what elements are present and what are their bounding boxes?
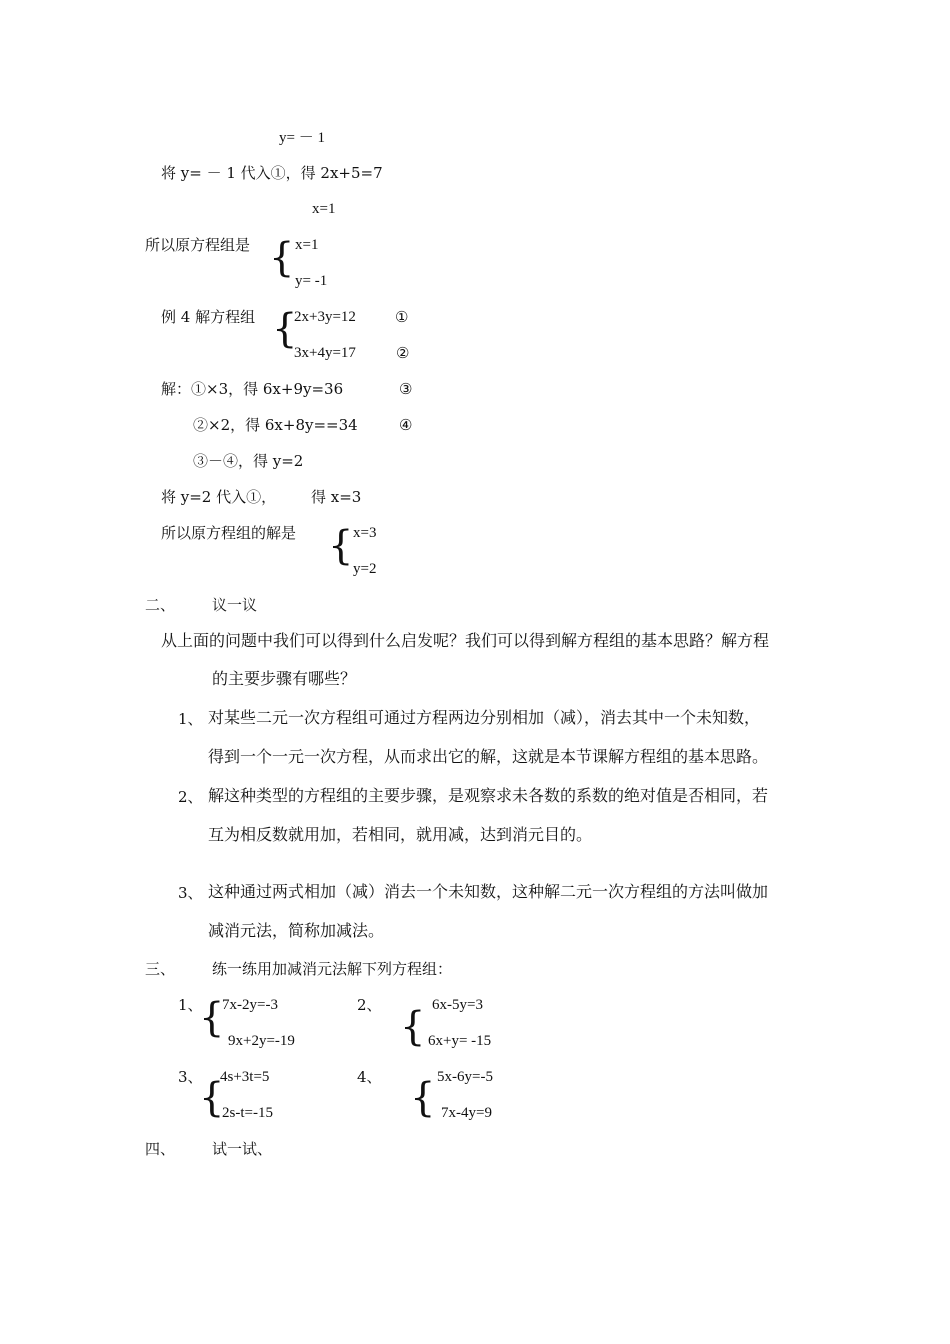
left-brace-icon: {	[328, 523, 354, 569]
equation-line: y= － 1	[279, 130, 325, 146]
equation-line: x=1	[312, 201, 336, 217]
section-number: 四、	[145, 1140, 176, 1158]
exercise-equation: 7x-4y=9	[441, 1105, 492, 1121]
left-brace-icon: {	[269, 235, 295, 281]
list-number: 2、	[178, 788, 203, 806]
paragraph-line: 的主要步骤有哪些？	[212, 669, 357, 688]
exercise-number: 3、	[178, 1068, 203, 1086]
solution-step: 得 x=3	[311, 488, 362, 506]
exercise-number: 1、	[178, 996, 203, 1014]
paragraph-line: 从上面的问题中我们可以得到什么启发呢？我们可以得到解方程组的基本思路？解方程	[161, 631, 770, 650]
equation-marker: ③	[399, 380, 413, 398]
example-label: 例 4 解方程组	[161, 308, 256, 326]
list-number: 1、	[178, 710, 203, 728]
exercise-equation: 5x-6y=-5	[437, 1069, 493, 1085]
paragraph-line: 互为相反数就用加，若相同，就用减，达到消元目的。	[208, 825, 593, 844]
solution-step: ③－④，得 y=2	[193, 452, 304, 470]
left-brace-icon: {	[272, 306, 298, 352]
paragraph-line: 减消元法，简称加减法。	[208, 921, 385, 940]
solution-step: 解：①×3，得 6x+9y=36	[161, 380, 344, 398]
paragraph-line: 这种通过两式相加（减）消去一个未知数，这种解二元一次方程组的方法叫做加	[208, 882, 769, 901]
paragraph-line: 得到一个一元一次方程，从而求出它的解，这就是本节课解方程组的基本思路。	[208, 747, 769, 766]
solution-x: x=3	[353, 525, 377, 541]
paragraph-line: 对某些二元一次方程组可通过方程两边分别相加（减），消去其中一个未知数，	[208, 708, 761, 727]
solution-label: 所以原方程组是	[145, 236, 251, 254]
equation-marker: ②	[396, 344, 410, 362]
exercise-equation: 6x-5y=3	[432, 997, 483, 1013]
section-title: 议一议	[212, 596, 258, 614]
exercise-equation: 9x+2y=-19	[228, 1033, 295, 1049]
solution-y: y=2	[353, 561, 377, 577]
solution-label: 所以原方程组的解是	[161, 524, 297, 542]
solution-x: x=1	[295, 237, 319, 253]
section-number: 二、	[145, 596, 176, 614]
equation-marker: ①	[395, 308, 409, 326]
system-equation: 3x+4y=17	[294, 345, 356, 361]
exercise-equation: 6x+y= -15	[428, 1033, 492, 1049]
exercise-equation: 4s+3t=5	[220, 1069, 270, 1085]
solution-step: ②×2，得 6x+8y==34	[193, 416, 358, 434]
exercise-number: 2、	[357, 996, 382, 1014]
substitution-line: 将 y= － 1 代入①，得 2x+5=7	[161, 164, 383, 182]
left-brace-icon: {	[410, 1075, 436, 1121]
list-number: 3、	[178, 884, 203, 902]
section-title: 试一试、	[212, 1140, 273, 1158]
exercise-equation: 2s-t=-15	[222, 1105, 273, 1121]
section-title: 练一练用加减消元法解下列方程组：	[212, 960, 453, 978]
equation-marker: ④	[399, 416, 413, 434]
paragraph-line: 解这种类型的方程组的主要步骤，是观察求未各数的系数的绝对值是否相同，若	[208, 786, 769, 805]
exercise-number: 4、	[357, 1068, 382, 1086]
left-brace-icon: {	[400, 1004, 426, 1050]
left-brace-icon: {	[199, 1075, 225, 1121]
solution-y: y= -1	[295, 273, 328, 289]
system-equation: 2x+3y=12	[294, 309, 356, 325]
section-number: 三、	[145, 960, 176, 978]
left-brace-icon: {	[199, 995, 225, 1041]
exercise-equation: 7x-2y=-3	[222, 997, 278, 1013]
solution-step: 将 y=2 代入①，	[161, 488, 277, 506]
